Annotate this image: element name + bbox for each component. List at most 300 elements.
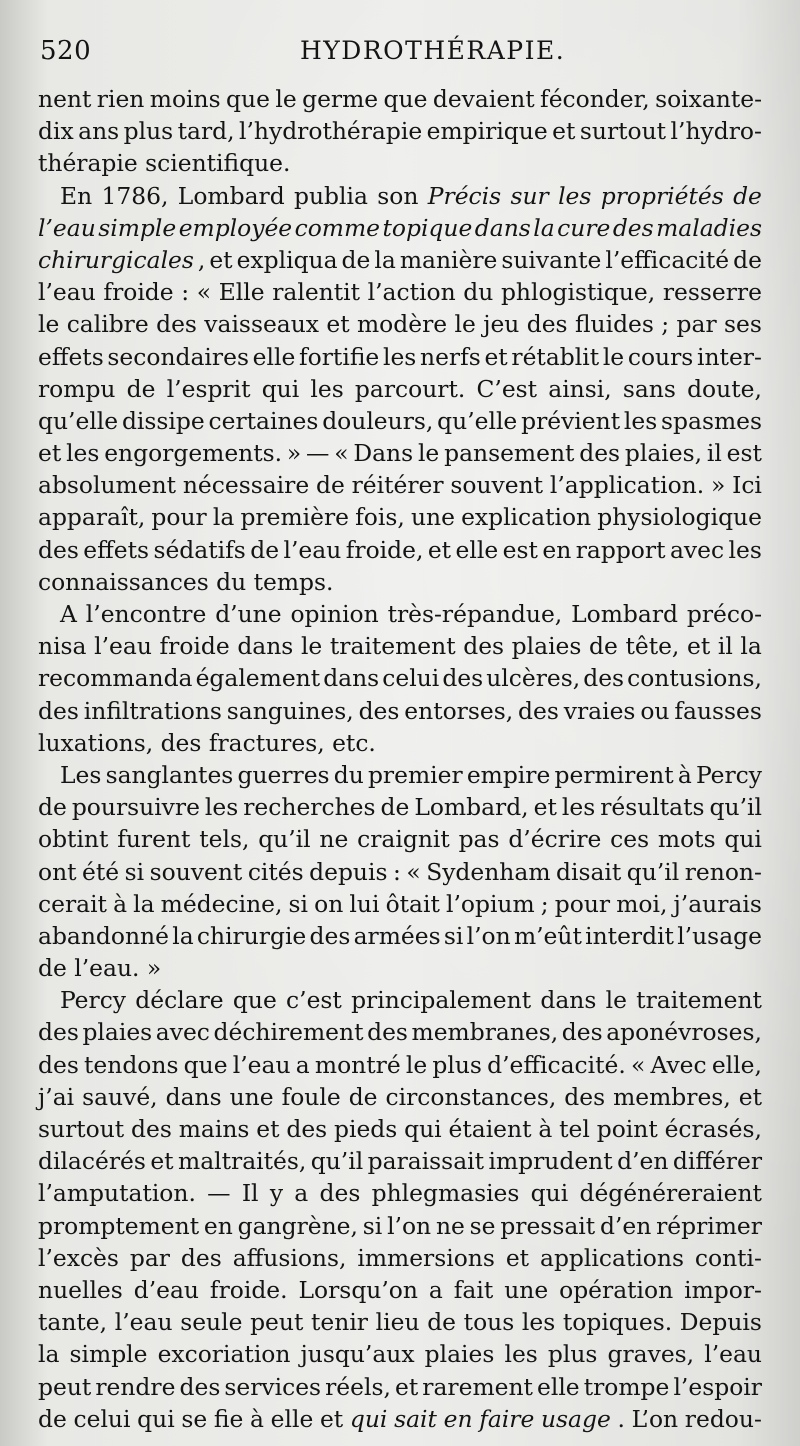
word: des — [564, 1082, 606, 1111]
text-line — [38, 1306, 762, 1338]
word: traitement — [329, 632, 456, 661]
word: avec — [669, 535, 725, 564]
word: des — [612, 213, 654, 242]
word: en — [542, 535, 572, 564]
word: faire — [479, 1404, 535, 1433]
word: traitement — [636, 986, 762, 1015]
word: phlogistique, — [500, 278, 656, 307]
word: germe — [302, 85, 379, 113]
word: sans — [622, 374, 676, 403]
word: se — [181, 1404, 208, 1433]
word: rendre — [95, 1372, 176, 1401]
word: Il — [241, 1179, 259, 1208]
word: L’on — [631, 1404, 679, 1433]
word: du — [333, 760, 364, 789]
text-line — [38, 1210, 762, 1242]
word: de — [341, 245, 371, 274]
word: des — [463, 632, 505, 661]
word: par — [129, 1243, 170, 1272]
word: aponévroses, — [606, 1018, 762, 1047]
word: explication — [461, 503, 592, 532]
word: de — [348, 1082, 378, 1111]
word: de — [380, 793, 410, 822]
text-line — [38, 405, 762, 437]
word: celui — [382, 664, 440, 693]
word: obtint — [38, 825, 109, 854]
word: trompe — [583, 1372, 670, 1401]
word: Lombard — [177, 181, 285, 210]
word: et — [427, 535, 452, 564]
word: des — [561, 1018, 603, 1047]
word: les — [623, 406, 658, 435]
word: son — [377, 181, 419, 210]
word: Avec — [650, 1050, 707, 1079]
word: l’esprit — [166, 374, 251, 403]
word: Elle — [218, 278, 265, 307]
word: simple — [98, 213, 177, 242]
text-line — [38, 1338, 762, 1370]
word: devaient — [432, 85, 535, 113]
text-line — [38, 147, 762, 179]
word: ont — [38, 857, 77, 886]
word: recherches — [243, 793, 376, 822]
word: le — [417, 439, 440, 468]
word: engorgements. — [104, 439, 283, 468]
word: l’amputation. — [38, 1179, 196, 1208]
body-text — [38, 83, 762, 1435]
word: En — [60, 181, 93, 210]
word: d’une — [215, 600, 282, 628]
word: à — [113, 889, 128, 918]
word: plaies, — [624, 439, 703, 468]
word: ulcères, — [486, 664, 581, 693]
word: opinion — [290, 600, 379, 628]
word: a — [295, 1050, 310, 1079]
word: inter- — [697, 342, 762, 371]
word: la — [133, 889, 155, 918]
word: et — [533, 793, 557, 822]
word: moins — [149, 85, 221, 113]
word: sanguines, — [226, 696, 354, 725]
word: été — [82, 857, 120, 886]
text-line — [38, 984, 762, 1016]
word: l’eau — [38, 278, 96, 307]
word: tels, — [199, 825, 250, 854]
word: des — [518, 696, 559, 725]
word: et — [686, 632, 711, 661]
text-line — [38, 791, 762, 823]
word: absolument — [38, 471, 177, 500]
word: contusions, — [627, 664, 762, 693]
word: 1786, — [101, 181, 169, 210]
word: les — [558, 181, 592, 210]
word: l’hydro- — [670, 117, 762, 146]
text-line — [38, 1016, 762, 1048]
word: plus — [432, 1050, 482, 1079]
word: fait — [453, 1275, 494, 1304]
word: » — [286, 439, 302, 468]
page-number: 520 — [40, 36, 92, 66]
word: tante, — [38, 1308, 108, 1337]
word: l’on — [466, 921, 511, 950]
word: Depuis — [679, 1308, 762, 1337]
word: réitérer — [351, 471, 444, 500]
word: des — [38, 696, 79, 725]
word: des — [583, 664, 625, 693]
word: plus — [123, 117, 174, 146]
text-line — [38, 952, 762, 984]
text-segment: de l’eau. » — [38, 954, 162, 983]
word: le — [602, 342, 625, 371]
word: excoriation — [157, 1340, 291, 1369]
word: Percy — [60, 986, 127, 1015]
word: dans — [165, 1082, 222, 1111]
word: elle — [270, 1404, 314, 1433]
word: mains — [178, 1115, 250, 1143]
word: l’encontre — [85, 600, 207, 628]
word: fluides — [574, 310, 654, 339]
word: sauvé, — [82, 1082, 158, 1111]
word: il — [717, 632, 733, 661]
word: cours — [627, 342, 694, 371]
word: interdit — [585, 921, 674, 950]
word: et — [505, 1243, 530, 1272]
word: pieds — [334, 1115, 398, 1143]
text-segment: thérapie scientifique. — [38, 149, 291, 178]
word: que — [183, 1050, 228, 1079]
word: dissipe — [121, 406, 205, 435]
word: par — [676, 310, 717, 339]
word: ; — [540, 889, 549, 918]
word: spasmes — [661, 406, 762, 435]
word: les — [204, 793, 239, 822]
word: m’eût — [513, 921, 582, 950]
word: une — [504, 1275, 549, 1304]
word: lieu — [375, 1308, 420, 1337]
word: gangrène, — [237, 1211, 358, 1240]
word: l’eau — [704, 1340, 762, 1369]
word: surtout — [38, 1115, 125, 1143]
word: Lombard — [571, 600, 679, 628]
text-line — [38, 180, 762, 212]
word: j’aurais — [673, 889, 762, 918]
text-line — [38, 1242, 762, 1274]
word: permirent — [554, 760, 674, 789]
word: des — [526, 310, 568, 339]
word: de — [733, 245, 762, 274]
word: phlegmasies — [371, 1179, 520, 1208]
word: parcourt. — [354, 374, 466, 403]
word: à — [538, 1115, 553, 1143]
word: que — [232, 986, 277, 1015]
word: l’eau — [283, 535, 342, 564]
word: y — [269, 1179, 284, 1208]
word: craignit — [357, 825, 450, 854]
word: se — [469, 1211, 496, 1240]
word: la — [172, 921, 194, 950]
word: on — [314, 889, 344, 918]
word: plaies — [82, 1018, 153, 1047]
word: pour — [151, 503, 207, 532]
word: — — [306, 439, 330, 468]
word: armées — [353, 921, 441, 950]
word: a — [428, 1275, 443, 1304]
word: également — [195, 664, 321, 693]
text-line — [38, 469, 762, 501]
word: applications — [540, 1243, 684, 1272]
word: dans — [323, 664, 380, 693]
word: qui — [137, 1404, 175, 1433]
word: Les — [60, 760, 102, 789]
word: celui — [73, 1404, 131, 1433]
word: elle — [252, 342, 296, 371]
word: et — [552, 117, 576, 146]
word: dans — [540, 986, 597, 1015]
text-line — [38, 598, 762, 630]
word: « — [196, 278, 212, 307]
word: cités — [247, 857, 304, 886]
word: calibre — [66, 310, 149, 339]
word: qu’il — [310, 1147, 364, 1176]
word: point — [596, 1115, 658, 1143]
word: surtout — [579, 117, 667, 146]
word: apparaît, — [38, 503, 146, 532]
word: le — [605, 986, 627, 1015]
word: l’espoir — [673, 1372, 762, 1401]
word: le — [300, 632, 323, 661]
word: . — [617, 1404, 625, 1433]
word: rien — [96, 85, 145, 113]
word: nisa — [38, 632, 87, 661]
word: si — [362, 1211, 383, 1240]
word: des — [309, 921, 351, 950]
text-line — [38, 534, 762, 566]
word: dans — [474, 213, 531, 242]
word: resserre — [662, 278, 762, 307]
word: pressait — [500, 1211, 596, 1240]
word: a — [294, 1179, 309, 1208]
word: la — [38, 1340, 60, 1369]
word: sédatifs — [153, 535, 246, 564]
word: des — [180, 1243, 222, 1272]
word: d’en — [599, 1211, 652, 1240]
word: l’efficacité — [605, 245, 730, 274]
word: des — [131, 1115, 172, 1143]
word: de — [315, 471, 345, 500]
text-line — [38, 823, 762, 855]
word: de — [38, 1404, 67, 1433]
text-line — [38, 83, 762, 115]
word: d’écrire — [508, 825, 602, 854]
text-line — [38, 437, 762, 469]
word: qui — [724, 825, 762, 854]
word: c’est — [286, 986, 342, 1015]
word: seule — [180, 1308, 243, 1337]
word: tendons — [84, 1050, 179, 1079]
word: ses — [724, 310, 762, 339]
word: furent — [117, 825, 191, 854]
word: médecine, — [160, 889, 283, 918]
word: premier — [367, 760, 463, 789]
word: sanglantes — [105, 760, 234, 789]
running-title: HYDROTHÉRAPIE. — [300, 36, 566, 65]
text-line — [38, 630, 762, 662]
text-line — [38, 1177, 762, 1209]
word: plaies — [424, 1340, 495, 1369]
word: des — [38, 1018, 79, 1047]
word: froide, — [345, 535, 424, 564]
text-line — [38, 759, 762, 791]
word: expliqua — [236, 245, 338, 274]
word: effets — [83, 535, 149, 564]
word: froide — [159, 632, 230, 661]
word: plaies — [511, 632, 582, 661]
word: cure — [557, 213, 611, 242]
word: empirique — [426, 117, 548, 146]
word: qu’il — [709, 793, 762, 822]
word: que — [383, 85, 428, 113]
word: usage — [540, 1404, 611, 1433]
word: infiltrations — [83, 696, 222, 725]
word: si — [124, 857, 145, 886]
word: promptement — [38, 1211, 200, 1240]
word: vraies — [563, 696, 636, 725]
word: Précis — [427, 181, 502, 210]
text-line — [38, 341, 762, 373]
text-segment: connaissances du temps. — [38, 567, 334, 596]
word: du — [463, 278, 494, 307]
word: d’eau — [133, 1275, 199, 1304]
word: rompu — [38, 374, 116, 403]
word: publia — [294, 181, 368, 210]
word: qu’elle — [38, 406, 119, 435]
word: de — [250, 535, 280, 564]
word: déclare — [135, 986, 224, 1015]
word: la — [740, 632, 762, 661]
word: ne — [435, 1211, 465, 1240]
word: l’usage — [677, 921, 762, 950]
word: pas — [458, 825, 500, 854]
word: des — [319, 1179, 361, 1208]
word: foule — [281, 1082, 341, 1111]
text-segment: luxations, des fractures, etc. — [38, 728, 376, 757]
word: l’eau — [114, 1308, 173, 1337]
word: des — [358, 696, 400, 725]
word: maltraités, — [178, 1147, 307, 1176]
word: modère — [357, 310, 448, 339]
word: tête, — [625, 632, 680, 661]
word: guerres — [237, 760, 330, 789]
word: l’opium — [445, 889, 535, 918]
word: peut — [250, 1308, 304, 1337]
word: nuelles — [38, 1275, 123, 1304]
word: des — [38, 535, 79, 564]
word: réels, — [325, 1372, 391, 1401]
text-line — [38, 695, 762, 727]
text-line — [38, 856, 762, 888]
word: froide. — [209, 1275, 288, 1304]
word: jeu — [483, 310, 520, 339]
word: soixante- — [655, 85, 762, 113]
word: le — [275, 85, 297, 113]
word: ralentit — [272, 278, 361, 307]
word: la — [374, 245, 396, 274]
word: les — [561, 793, 596, 822]
word: elle — [455, 535, 499, 564]
word: et — [484, 342, 508, 371]
word: le — [454, 310, 476, 339]
word: qu’il — [258, 825, 311, 854]
word: de — [589, 632, 618, 661]
word: pour — [554, 889, 611, 918]
word: fausses — [674, 696, 762, 725]
word: de — [427, 1308, 457, 1337]
word: des — [156, 310, 197, 339]
word: d’efficacité. — [487, 1050, 626, 1079]
word: opération — [559, 1275, 674, 1304]
text-line — [38, 566, 762, 598]
word: et — [256, 1115, 280, 1143]
word: que — [226, 85, 270, 113]
word: est — [726, 439, 762, 468]
word: les — [521, 1308, 556, 1337]
word: nerfs — [420, 342, 481, 371]
word: Ici — [732, 471, 762, 500]
word: empire — [466, 760, 551, 789]
word: paraissait — [367, 1147, 485, 1176]
word: topique — [382, 213, 473, 242]
word: chirurgie — [196, 921, 307, 950]
word: elle — [537, 1372, 580, 1401]
word: ôtait — [385, 889, 440, 918]
text-line — [38, 244, 762, 276]
word: et — [738, 1082, 762, 1111]
word: qui — [349, 1404, 388, 1433]
word: maladies — [656, 213, 762, 242]
word: « — [406, 857, 421, 886]
word: depuis — [309, 857, 388, 886]
text-line — [38, 1403, 762, 1435]
word: les — [382, 342, 417, 371]
word: montré — [314, 1050, 401, 1079]
text-line — [38, 1113, 762, 1145]
word: j’ai — [38, 1082, 75, 1111]
word: première — [240, 503, 349, 532]
text-line — [38, 888, 762, 920]
word: de — [733, 181, 762, 210]
word: les — [504, 1340, 538, 1369]
word: les — [66, 439, 100, 468]
word: principalement — [351, 986, 532, 1015]
word: à — [677, 760, 692, 789]
word: cerait — [38, 889, 107, 918]
word: peut — [38, 1372, 92, 1401]
page-header — [40, 36, 780, 76]
word: et — [209, 245, 233, 274]
word: l’hydrothérapie — [239, 117, 423, 146]
word: une — [229, 1082, 274, 1111]
word: , — [197, 245, 206, 274]
word: en — [443, 1404, 473, 1433]
word: réprimer — [656, 1211, 762, 1240]
word: suivante — [501, 245, 602, 274]
word: graves, — [607, 1340, 695, 1369]
word: des — [579, 439, 621, 468]
word: redou- — [684, 1404, 762, 1433]
word: l’eau — [38, 213, 96, 242]
word: entorses, — [404, 696, 514, 725]
word: simple — [69, 1340, 148, 1369]
